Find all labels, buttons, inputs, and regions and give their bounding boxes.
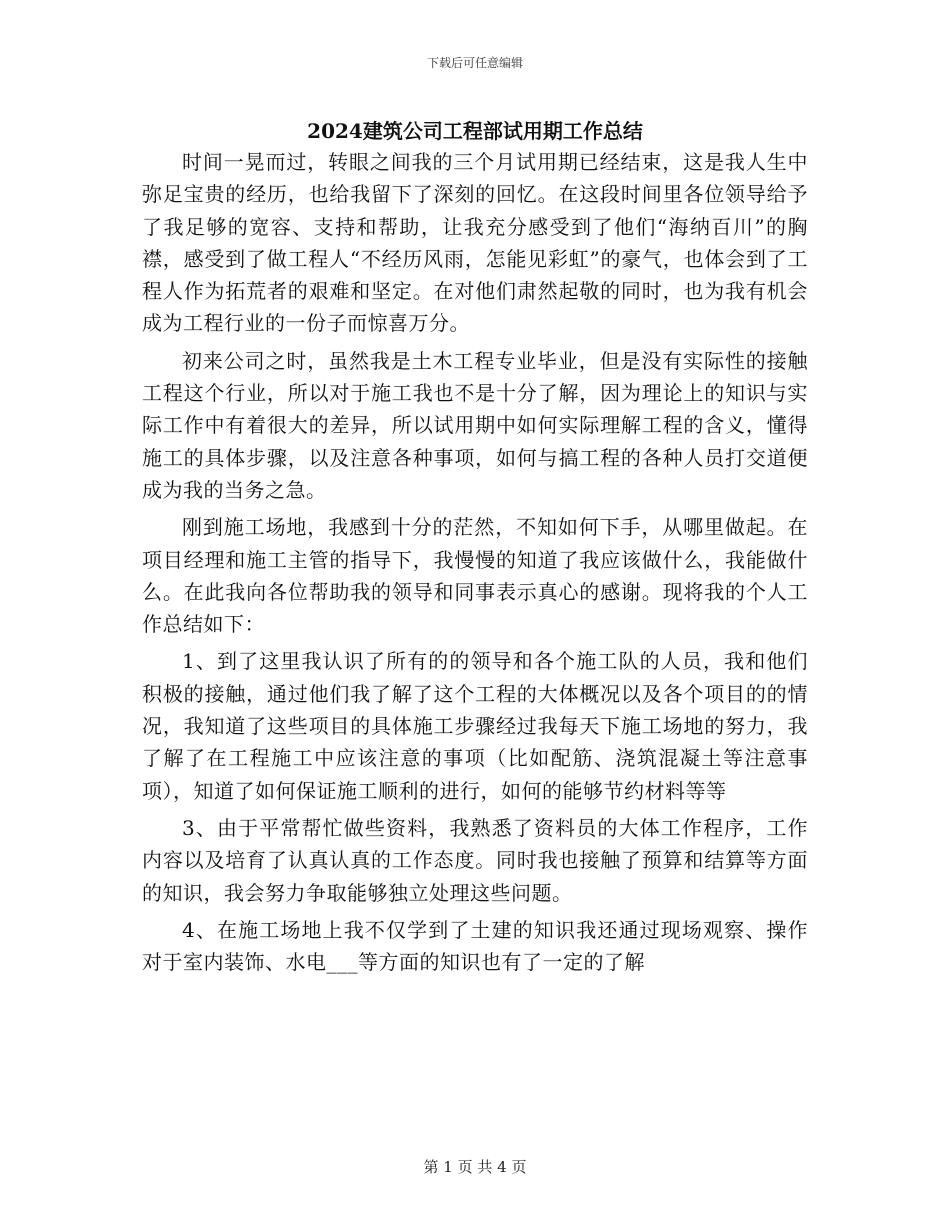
- paragraph: 4、在施工场地上我不仅学到了土建的知识我还通过现场观察、操作对于室内装饰、水电___等方面的知识也有了一定的了解: [142, 917, 808, 975]
- paragraph: 时间一晃而过，转眼之间我的三个月试用期已经结束，这是我人生中弥足宝贵的经历，也给我留下了深刻的回忆。在这段时间里各位领导给予了我足够的宽容、支持和帮助，让我充分感受到了他们“海纳百川”的胸襟，感受到了做工程人“不经历风雨，怎能见彩虹”的豪气，也体会到了工程人作为拓荒者的艰难和坚定。在对他们肃然起敬的同时，也为我有机会成为工程行业的一份子而惊喜万分。: [142, 150, 808, 336]
- paragraph: 刚到施工场地，我感到十分的茫然，不知如何下手，从哪里做起。在项目经理和施工主管的指导下，我慢慢的知道了我应该做什么，我能做什么。在此我向各位帮助我的领导和同事表示真心的感谢。现将我的个人工作总结如下：: [142, 515, 808, 637]
- paragraph: 初来公司之时，虽然我是土木工程专业毕业，但是没有实际性的接触工程这个行业，所以对于施工我也不是十分了解，因为理论上的知识与实际工作中有着很大的差异，所以试用期中如何实际理解工程的含义，懂得施工的具体步骤，以及注意各种事项，如何与搞工程的各种人员打交道便成为我的当务之急。: [142, 348, 808, 502]
- page-number-footer: 第 1 页 共 4 页: [423, 1158, 527, 1176]
- document-title: 2024建筑公司工程部试用期工作总结: [307, 119, 643, 143]
- header-note: 下载后可任意编辑: [426, 56, 523, 70]
- paragraph: 1、到了这里我认识了所有的的领导和各个施工队的人员，我和他们积极的接触，通过他们我了解了这个工程的大体概况以及各个项目的的情况，我知道了这些项目的具体施工步骤经过我每天下施工场地的努力，我了解了在工程施工中应该注意的事项（比如配筋、浇筑混凝土等注意事项），知道了如何保证施工顺利的进行，如何的能够节约材料等等: [142, 649, 808, 803]
- paragraph: 3、由于平常帮忙做些资料，我熟悉了资料员的大体工作程序，工作内容以及培育了认真认真的工作态度。同时我也接触了预算和结算等方面的知识，我会努力争取能够独立处理这些问题。: [142, 815, 808, 905]
- document-body: [142, 146, 808, 983]
